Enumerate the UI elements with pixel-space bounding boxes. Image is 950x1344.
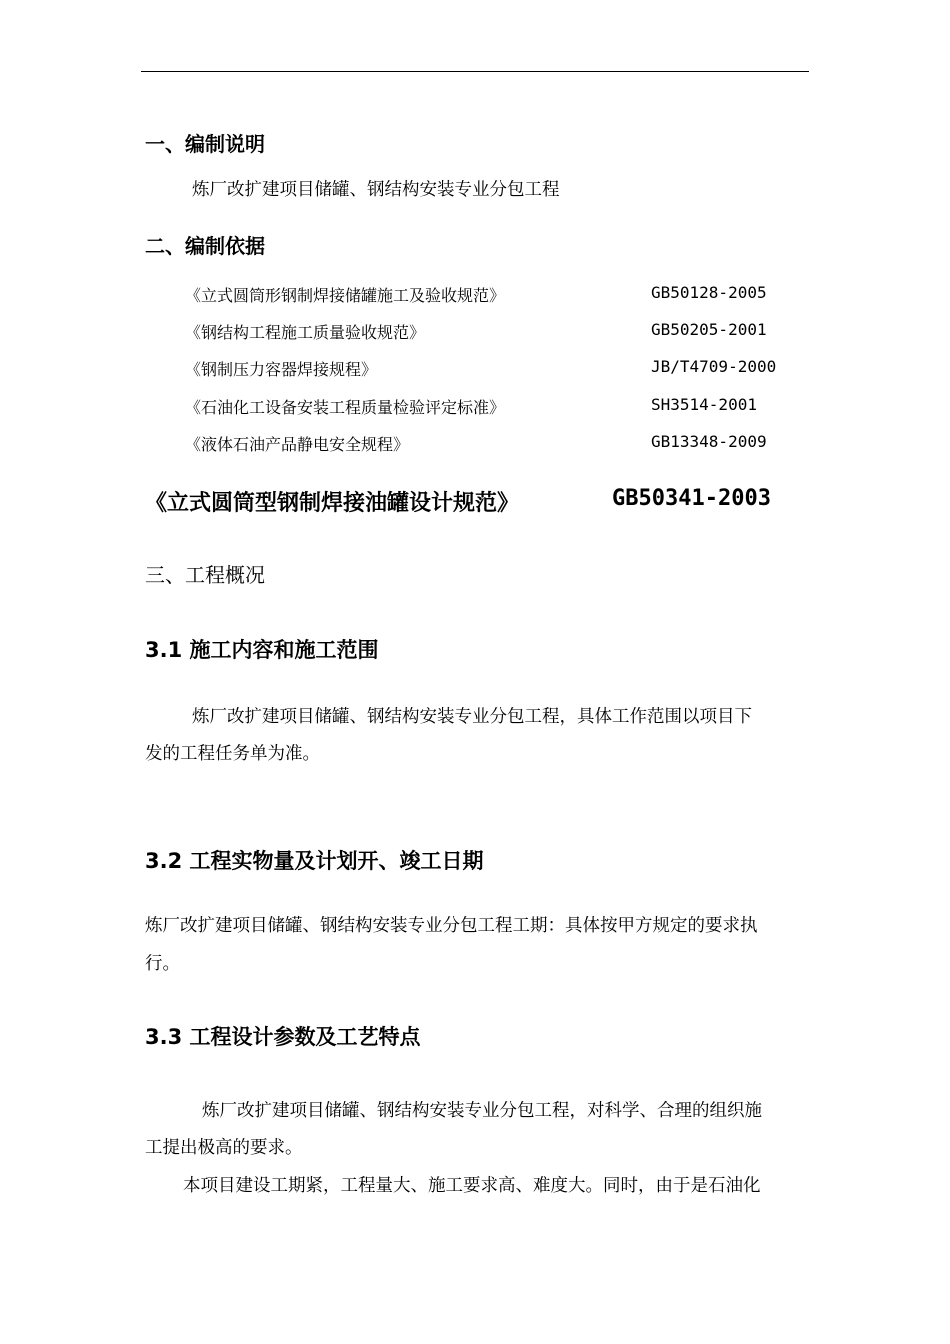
section-3-3-heading: 3.3 工程设计参数及工艺特点	[145, 1025, 421, 1049]
section-1-text: 炼厂改扩建项目储罐、钢结构安装专业分包工程	[192, 180, 560, 200]
section-3-2-heading: 3.2 工程实物量及计划开、竣工日期	[145, 849, 484, 873]
reference-name: 《液体石油产品静电安全规程》	[185, 435, 410, 454]
reference-code: GB13348-2009	[651, 432, 767, 451]
header-rule	[141, 71, 809, 72]
big-reference-name: 《立式圆筒型钢制焊接油罐设计规范》	[145, 491, 520, 516]
section-3-2-line: 行。	[145, 954, 180, 974]
section-3-heading: 三、工程概况	[145, 563, 265, 587]
section-1-heading: 一、编制说明	[145, 132, 265, 156]
reference-name: 《立式圆筒形钢制焊接储罐施工及验收规范》	[185, 286, 506, 305]
reference-code: GB50128-2005	[651, 283, 767, 302]
section-3-3-line: 工提出极高的要求。	[145, 1138, 303, 1158]
reference-code: JB/T4709-2000	[651, 357, 777, 376]
reference-code: GB50205-2001	[651, 320, 767, 339]
section-3-1-line: 发的工程任务单为准。	[145, 744, 320, 764]
reference-name: 《钢制压力容器焊接规程》	[185, 360, 378, 379]
section-3-2-line: 炼厂改扩建项目储罐、钢结构安装专业分包工程工期：具体按甲方规定的要求执	[145, 916, 758, 936]
section-3-1-heading: 3.1 施工内容和施工范围	[145, 638, 379, 662]
reference-name: 《石油化工设备安装工程质量检验评定标准》	[185, 398, 506, 417]
section-3-3-line: 炼厂改扩建项目储罐、钢结构安装专业分包工程，对科学、合理的组织施	[202, 1101, 762, 1121]
reference-name: 《钢结构工程施工质量验收规范》	[185, 323, 426, 342]
big-reference-code: GB50341-2003	[612, 486, 771, 511]
section-3-1-line: 炼厂改扩建项目储罐、钢结构安装专业分包工程，具体工作范围以项目下	[192, 707, 752, 727]
reference-code: SH3514-2001	[651, 395, 757, 414]
section-3-3-line: 本项目建设工期紧，工程量大、施工要求高、难度大。同时，由于是石油化	[183, 1176, 761, 1196]
section-2-heading: 二、编制依据	[145, 234, 265, 258]
